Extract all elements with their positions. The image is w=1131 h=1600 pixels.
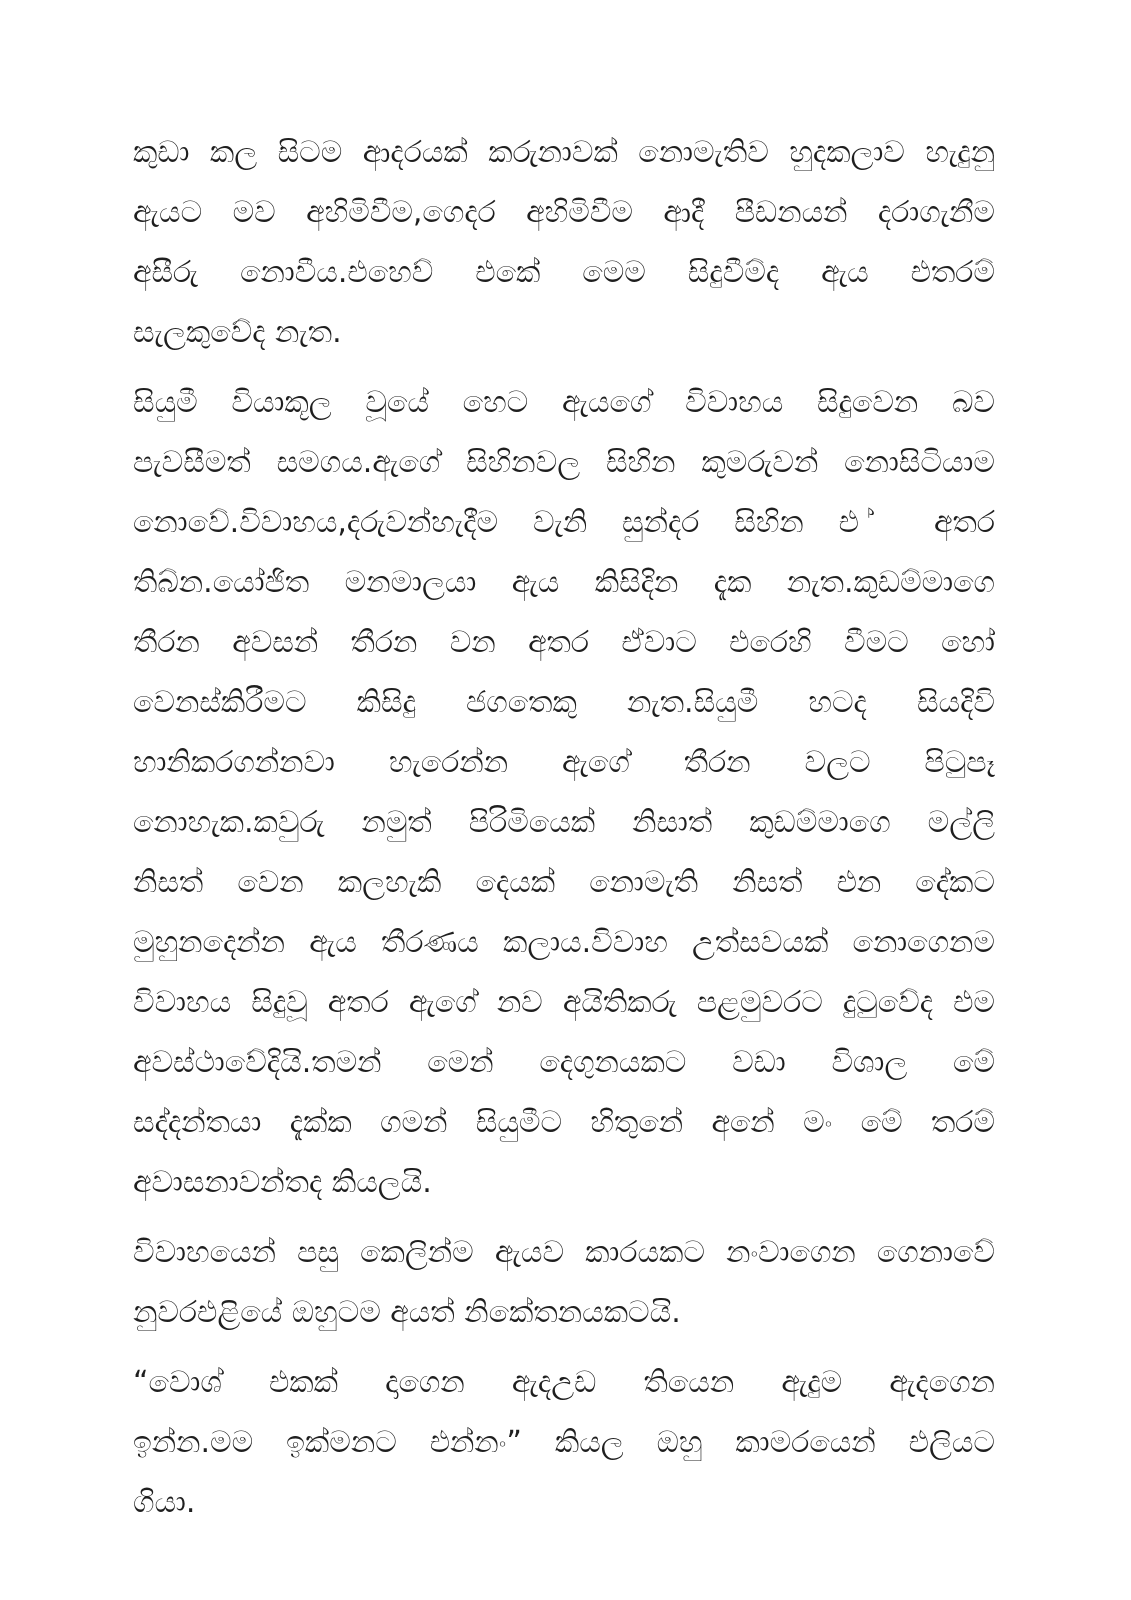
text-line: නොවේ.විවාහය,දරුවන්හැදීම වැනි සුන්දර සිහින එ ් අතර [133,505,995,540]
text-line: හානිකරගන්නවා හැරෙන්න ඇගේ තීරන වලට පිටුපෑ [133,745,995,780]
text-line: තීරන අවසන් තීරන වන අතර ඒවාට එරෙහි වීමට හෝ [133,625,995,660]
text-line: සියුමී වියාකූල වූයේ හෙට ඇයගේ විවාහය සිදුවෙන බව [133,385,995,420]
paragraph-2 [133,373,995,1213]
text-line: පැවසීමත් සමගය.ඇගේ සිහිනවල සිහින කුමරුවන් නොසිටියාම [133,445,995,480]
text-line: කුඩා කල සිටම ආදරයක් කරුනාවක් නොමැතිව හුදකලාව හැදුනු [133,135,995,170]
document-text-block [133,123,995,1543]
text-line: මුහුනදෙන්න ඇය තීරණය කලාය.විවාහ උත්සවයක් නොගෙනම [133,925,995,960]
text-line: ඇයට මව අහිමිවීම,ගෙදර අහිමිවීම ආදී පීඩනයන් දරාගැනීම [133,195,995,230]
text-line: ගියා. [133,1485,196,1520]
text-line: අවාසනාවන්තද කියලයි. [133,1165,432,1200]
paragraph-4 [133,1353,995,1533]
text-line: විවාහයෙන් පසු කෙලින්ම ඇයව කාරයකට නංවාගෙන ගෙනාවේ [133,1235,995,1270]
text-line: සද්දන්තයා දැක්ක ගමන් සියුමීට හිතුනේ අනේ මං මේ තරම් [133,1105,995,1140]
text-line: නුවරඑළියේ ඔහුටම අයත් නිකේතනයකටයි. [133,1295,681,1330]
text-line: ඉන්න.මම ඉක්මනට එන්නං” කියල ඔහු කාමරයෙන් එලියට [133,1425,995,1460]
text-line: අවස්ථාවේදියි.තමන් මෙන් දෙගුනයකට වඩා විශාල මේ [133,1045,995,1080]
text-line: වෙනස්කිරීමට කිසිදු ජගතෙකු නැත.සියුමී හටද සියදිවි [133,685,995,720]
text-line: නොහැක.කවුරු නමුත් පිරිමියෙක් නිසාත් කුඩම්මාගෙ මල්ලි [133,805,995,840]
paragraph-1 [133,123,995,363]
text-line: තිබ්න.යෝජිත මනමාලයා ඇය කිසිදින දැක නැත.කුඩම්මාගෙ [133,565,995,600]
text-line: සැලකුවේද නැත. [133,315,342,350]
text-line: අසීරු නොවීය.එහෙව් එකේ මෙම සිදුවීම්ද ඇය එතරම් [133,255,995,290]
text-line: නිසත් වෙන කලහැකි දෙයක් නොමැති නිසත් එන දේකට [133,865,995,900]
text-line: විවාහය සිදුවූ අතර ඇගේ නව අයිතිකරු පළමුවරට දුටුවේද එම [133,985,995,1020]
text-line: “වොශ් එකක් දාගෙන ඇදඋඩ තියෙන ඇදුම ඇදගෙන [133,1365,995,1400]
paragraph-3 [133,1223,995,1343]
